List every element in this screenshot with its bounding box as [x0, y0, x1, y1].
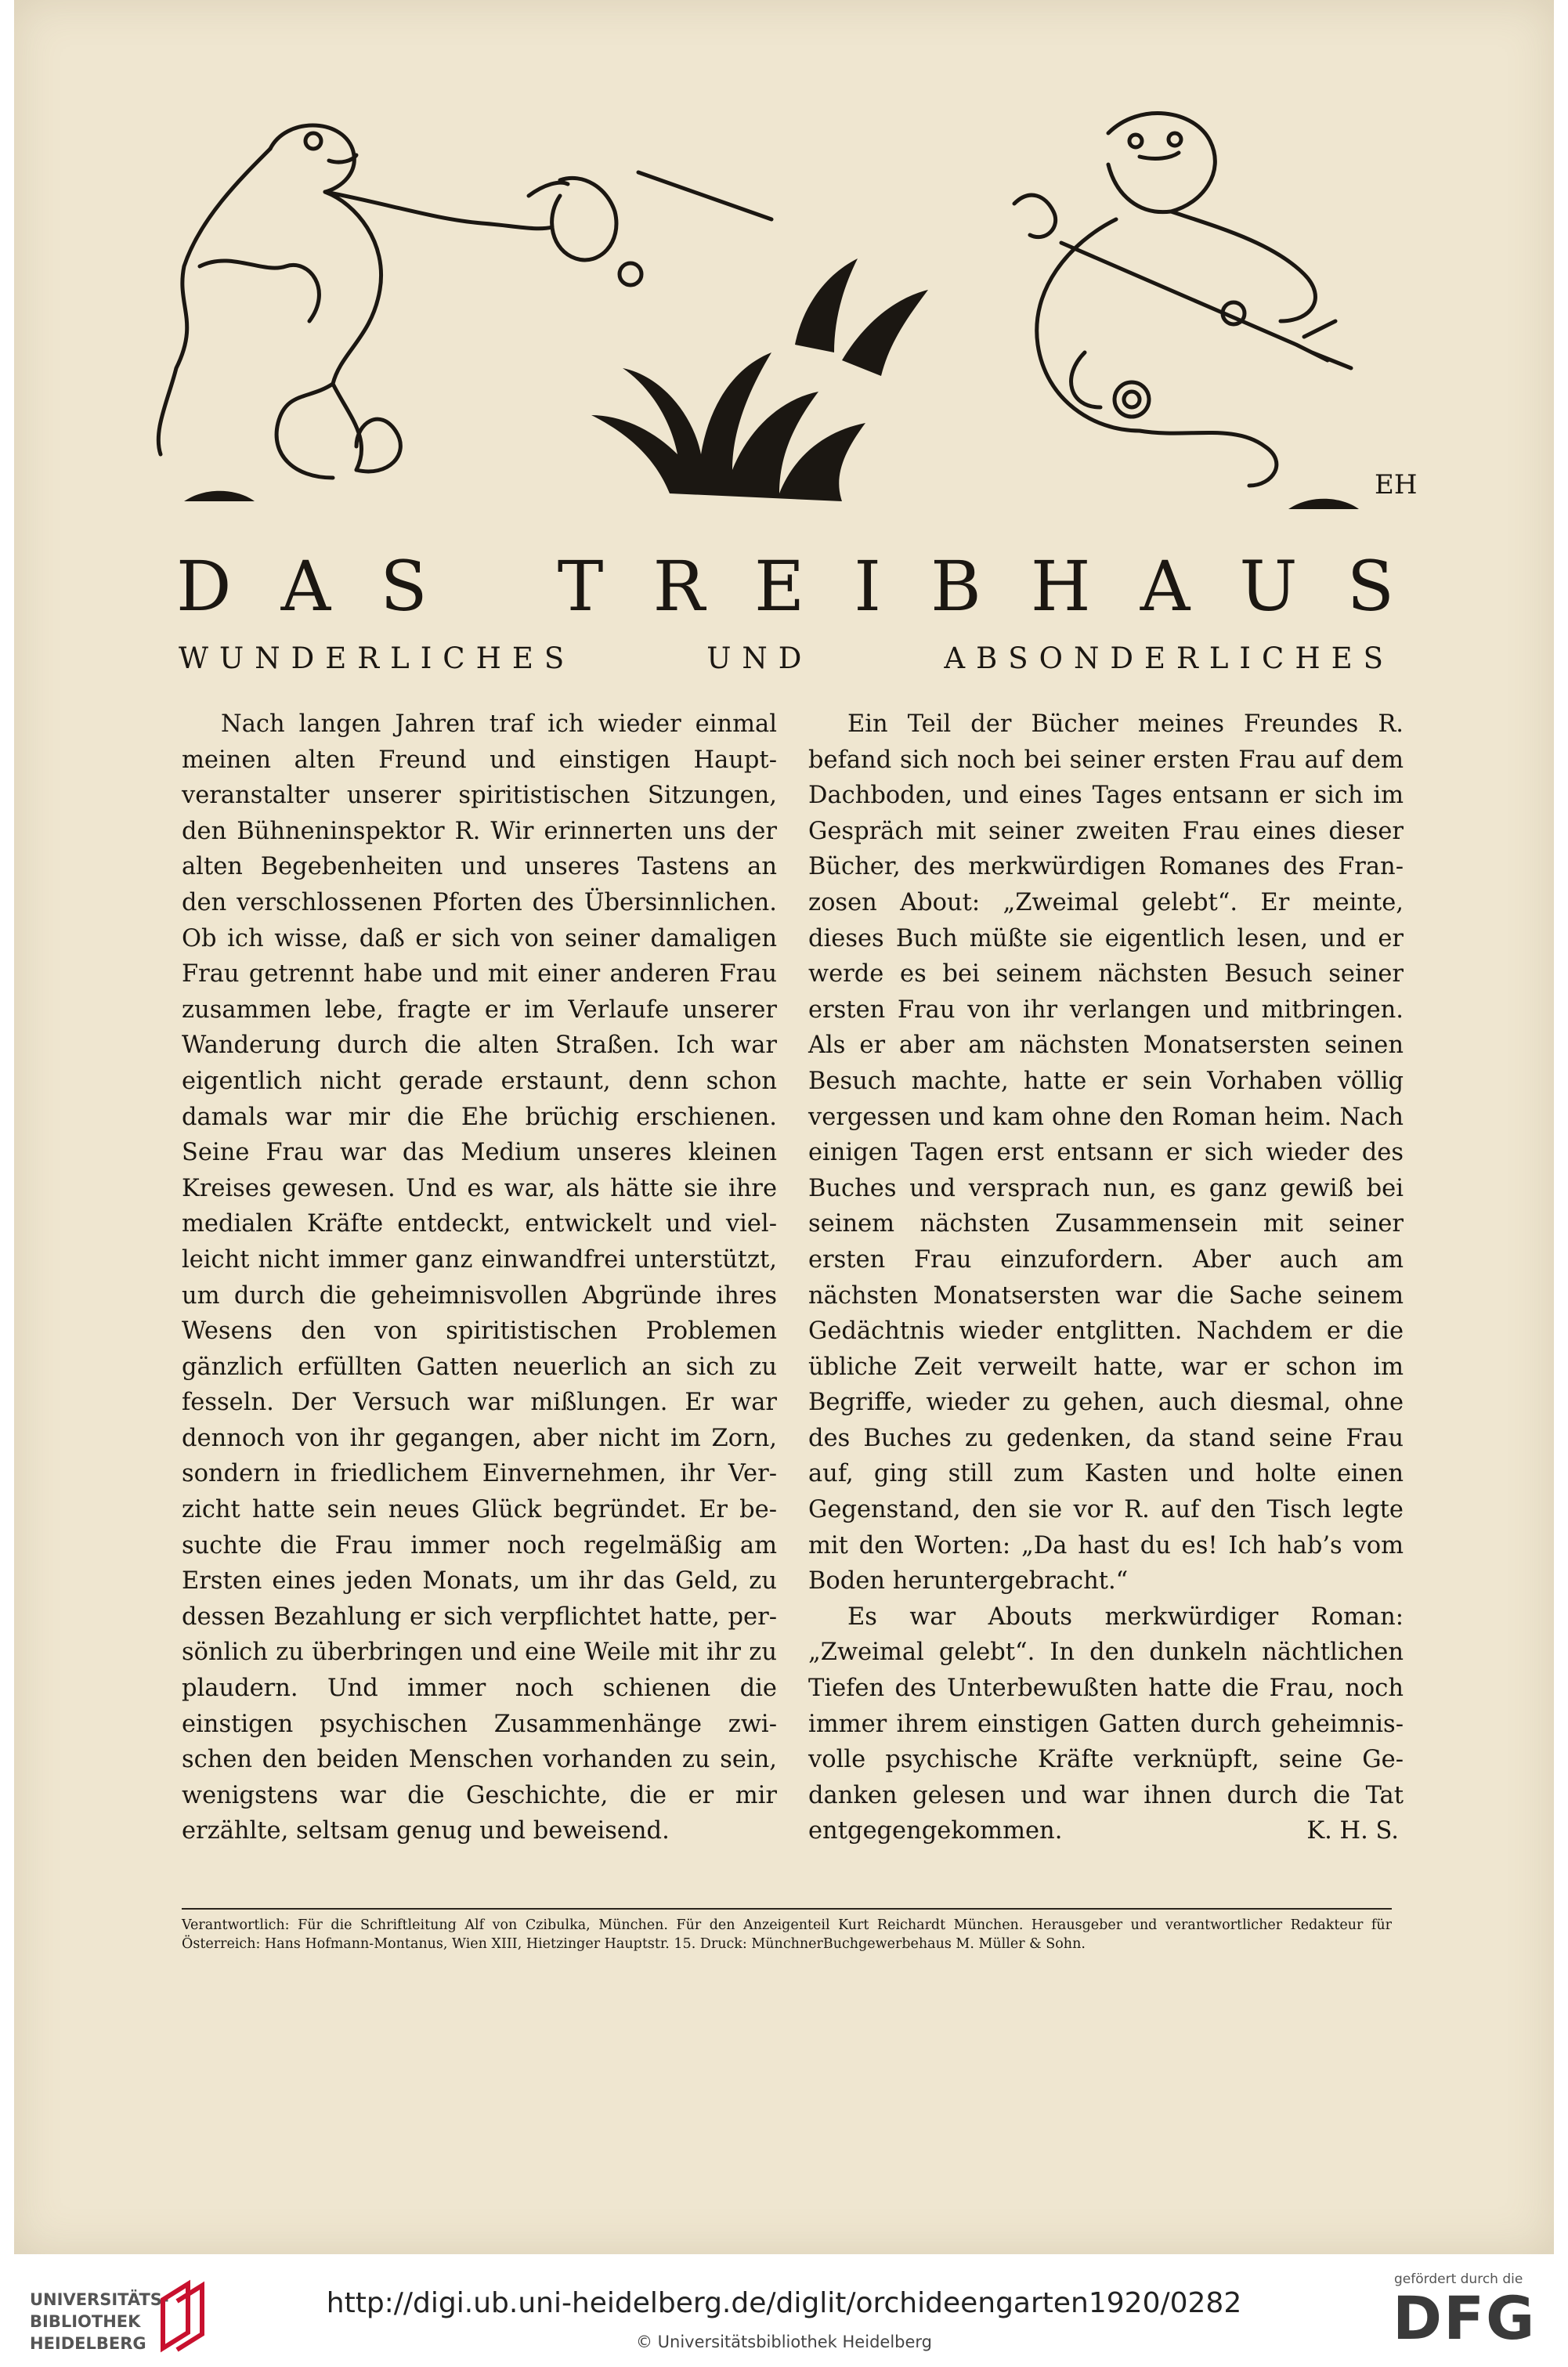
dfg-logo[interactable]: DFG — [1393, 2283, 1537, 2353]
title-letter: I — [854, 546, 882, 627]
title-letter: R — [652, 546, 705, 627]
title-letter: U — [1239, 546, 1298, 627]
permalink-url[interactable]: http://digi.ub.uni-heidelberg.de/diglit/orchideengarten1920/0282 — [326, 2287, 1242, 2319]
library-logo-text[interactable]: UNIVERSITÄTS- BIBLIOTHEK HEIDELBERG — [30, 2290, 169, 2353]
title-letter: A — [1140, 546, 1190, 627]
title-word-gap — [477, 552, 508, 621]
subtitle-word-gap — [630, 644, 652, 673]
author-signature: K. H. S. — [1306, 1817, 1399, 1845]
title-letter: S — [380, 546, 428, 627]
funding-label: gefördert durch die — [1394, 2271, 1523, 2287]
title-letter: B — [930, 546, 981, 627]
title-letter: T — [557, 546, 604, 627]
title-letter: A — [280, 546, 331, 627]
paragraph-text: Es war Abouts merkwürdiger Roman: „Zweimal gelebt“. In den dunkeln nächtlichen Tiefen des Unterbewußten hatte die Frau, noch immer ihrem einstigen Gatten durch geheimnisvolle psychische Kräfte verknüpft, seine Gedanken gelesen und war ihnen durch die Tat entgegengekommen. — [808, 1603, 1404, 1845]
grotesque-figures-illustration — [153, 86, 1422, 525]
subtitle-word: WUNDERLICHES — [179, 641, 576, 675]
paragraph: Ein Teil der Bücher meines Freundes R. befand sich noch bei seiner ersten Frau auf dem Dachboden, und eines Tages entsann er sich im Gespräch mit seiner zweiten Frau eines dieser Bücher, des merkwürdigen Romanes des Franzosen About: „Zweimal gelebt“. Er meinte, dieses Buch müßte sie eigentlich lesen, und er werde es bei seinem nächsten Besuch seiner ersten Frau von ihr verlangen und mitbringen. Als er aber am nächsten Monatsersten seinen Besuch machte, hatte er sein Vorhaben völlig vergessen und kam ohne den Roman heim. Nach einigen Tagen erst entsann er sich wieder des Buches und versprach nun, es ganz gewiß bei seinem nächsten Zusammensein mit seiner ersten Frau einzufordern. Aber auch am nächsten Monatsersten war die Sache seinem Gedächtnis wieder entglitten. Nachdem er die übliche Zeit verweilt hatte, war er schon im Begriffe, wieder zu gehen, auch diesmal, ohne des Buches zu gedenken, da stand seine Frau auf, ging still zum Kasten und holte einen Gegenstand, den sie vor R. auf den Tisch legte mit den Worten: „Da hast du es! Ich hab’s vom Boden heruntergebracht.“ — [808, 710, 1404, 1595]
subtitle-word: UND — [706, 641, 813, 675]
title-letter: D — [176, 546, 232, 627]
imprint-divider — [182, 1908, 1392, 1910]
copyright-notice: © Universitätsbibliothek Heidelberg — [635, 2333, 932, 2351]
subtitle-word-gap — [867, 644, 889, 673]
title-letter: S — [1346, 546, 1394, 627]
title-letter: E — [753, 546, 805, 627]
subtitle-word: ABSONDERLICHES — [944, 641, 1394, 675]
paragraph: Nach langen Jahren traf ich wieder einmal meinen alten Freund und einstigen Hauptveranstalter unserer spiritistischen Sitzungen, den Bühneninspektor R. Wir erinnerten uns der alten Begebenheiten und unseres Tastens an den verschlossenen Pforten des Übersinnlichen. Ob ich wisse, daß er sich von seiner damaligen Frau getrennt habe und mit einer anderen Frau zusammen lebe, fragte er im Verlaufe unserer Wanderung durch die alten Straßen. Ich war eigentlich nicht gerade erstaunt, denn schon damals war mir die Ehe brüchig erschienen. Seine Frau war das Medium unseres kleinen Kreises gewesen. Und es war, als hätte sie ihre medialen Kräfte entdeckt, entwickelt und vielleicht nicht immer ganz einwandfrei unterstützt, um durch die geheimnisvollen Abgründe ihres Wesens den von spiritistischen Problemen gänzlich erfüllten Gatten neuerlich an sich zu fesseln. Der Versuch war mißlungen. Er war dennoch von ihr gegangen, aber nicht im Zorn, sondern in friedlichem Einvernehmen, ihr Verzicht hatte sein neues Glück begründet. Er besuchte die Frau immer noch regelmäßig am Ersten eines jeden Monats, um ihr das Geld, zu dessen Bezahlung er sich verpflichtet hatte, persönlich zu überbringen und eine Weile mit ihr zu plaudern. Und immer noch schienen die einstigen psychischen Zusammenhänge zwischen den beiden Menschen vorhanden zu sein, wenigstens war die Geschichte, die er mir erzählte, seltsam genug und beweisend. — [182, 710, 777, 1845]
monogram-signature: EH — [1375, 469, 1418, 501]
text-column-left — [182, 706, 777, 1849]
text-column-right — [808, 706, 1404, 1849]
paragraph — [808, 1599, 1404, 1849]
article-title — [176, 546, 1394, 627]
article-subtitle — [179, 641, 1394, 675]
publication-imprint: Verantwortlich: Für die Schriftleitung Alf von Czibulka, München. Für den Anzeigenteil Kurt Reichardt München. Herausgeber und verantwortlicher Redakteur für Österreich: Hans Hofmann-Montanus, Wien XIII, Hietzinger Hauptstr. 15. Druck: MünchnerBuchgewerbehaus M. Müller & Sohn. — [182, 1917, 1392, 1952]
title-letter: H — [1030, 546, 1091, 627]
